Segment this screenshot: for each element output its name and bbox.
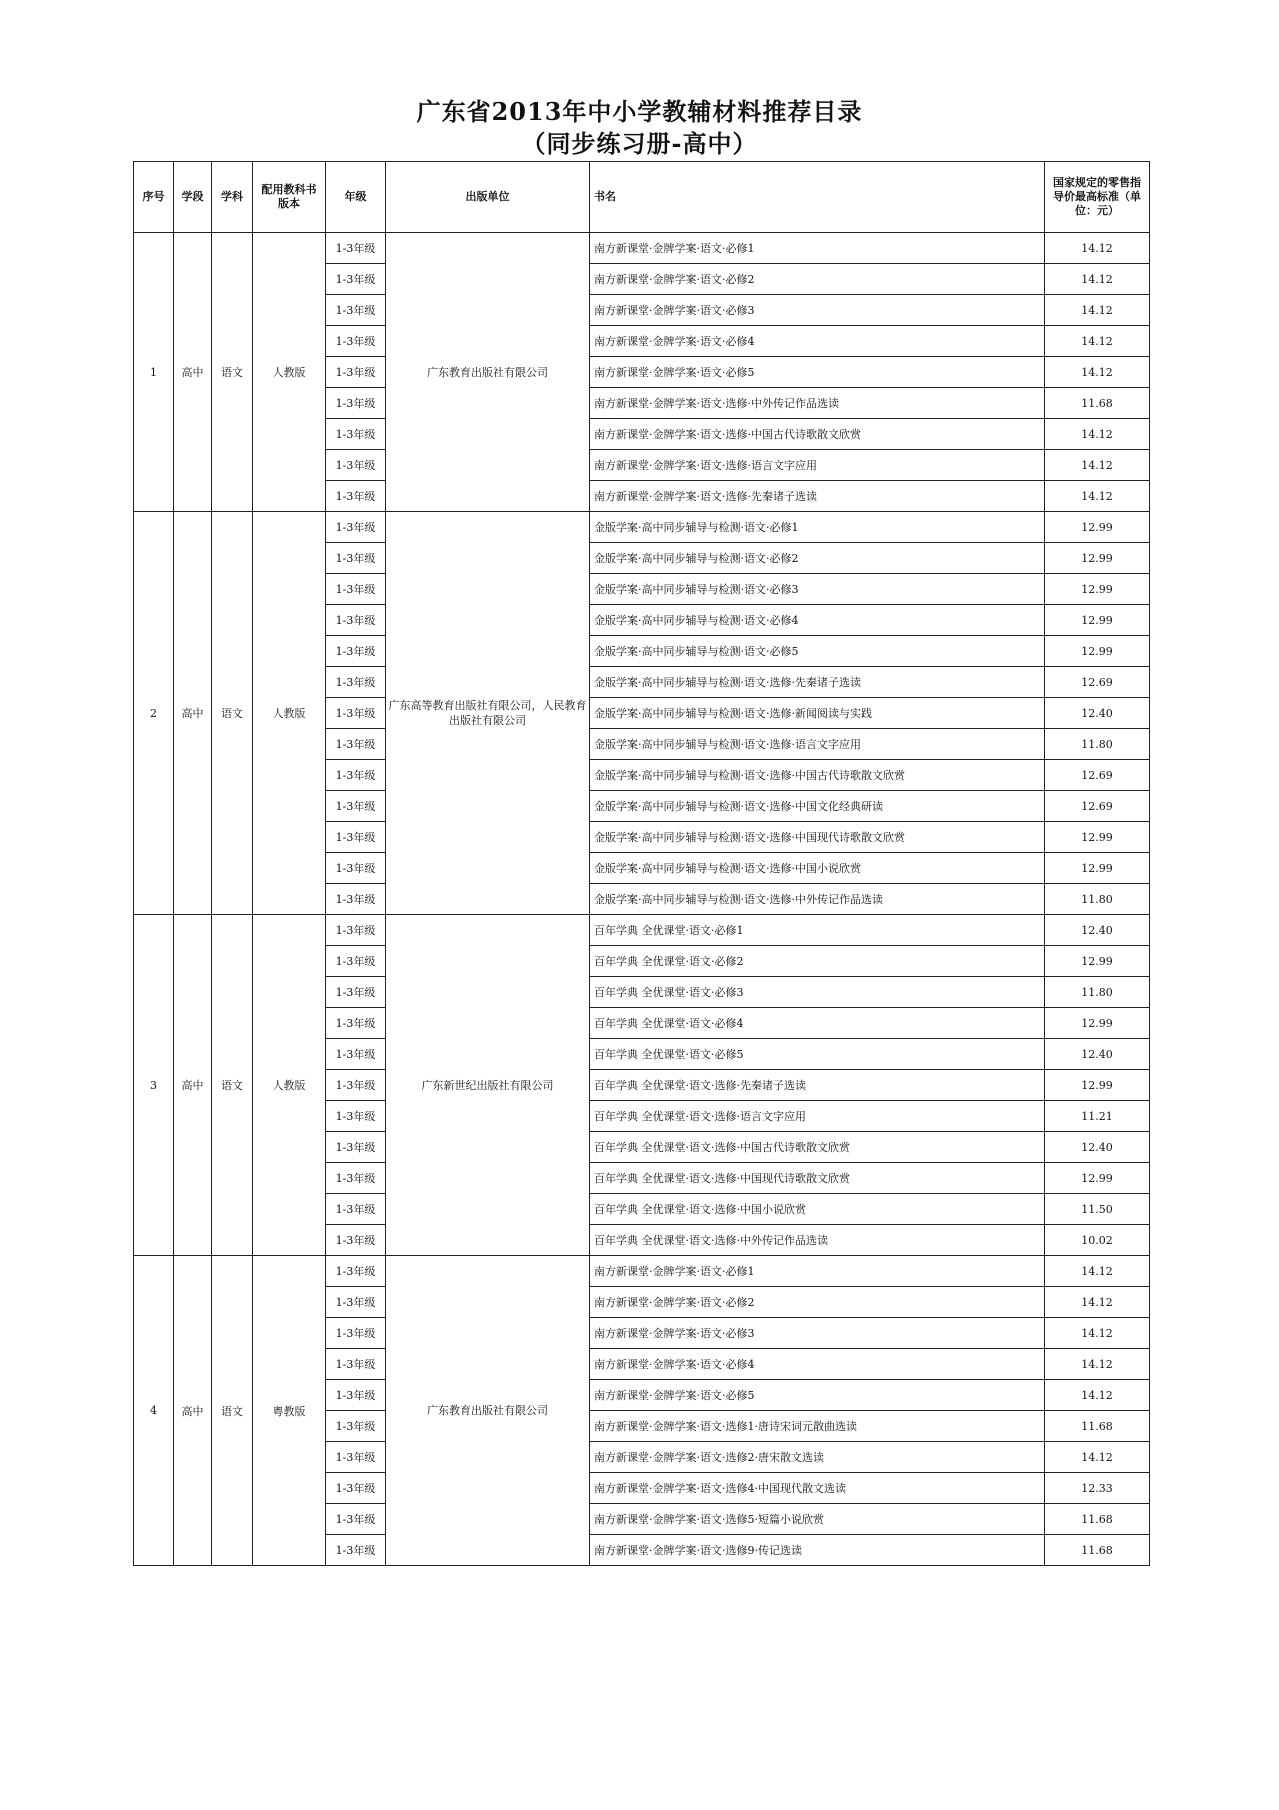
cell-price: 12.33 — [1045, 1473, 1150, 1504]
cell-price: 14.12 — [1045, 450, 1150, 481]
cell-grade: 1-3年级 — [326, 264, 386, 295]
cell-grade: 1-3年级 — [326, 1256, 386, 1287]
cell-book: 金版学案·高中同步辅导与检测·语文·必修4 — [590, 605, 1045, 636]
cell-grade: 1-3年级 — [326, 481, 386, 512]
cell-book: 百年学典 全优课堂·语文·选修·语言文字应用 — [590, 1101, 1045, 1132]
header-subject: 学科 — [212, 162, 253, 233]
cell-grade: 1-3年级 — [326, 357, 386, 388]
cell-price: 12.40 — [1045, 1039, 1150, 1070]
cell-book: 金版学案·高中同步辅导与检测·语文·必修2 — [590, 543, 1045, 574]
cell-publisher: 广东教育出版社有限公司 — [386, 233, 590, 512]
cell-price: 14.12 — [1045, 233, 1150, 264]
header-price: 国家规定的零售指导价最高标准（单位：元） — [1045, 162, 1150, 233]
cell-book: 南方新课堂·金牌学案·语文·选修9·传记选读 — [590, 1535, 1045, 1566]
cell-grade: 1-3年级 — [326, 1101, 386, 1132]
cell-price: 14.12 — [1045, 1256, 1150, 1287]
cell-book: 南方新课堂·金牌学案·语文·必修1 — [590, 233, 1045, 264]
cell-grade: 1-3年级 — [326, 388, 386, 419]
cell-price: 12.99 — [1045, 605, 1150, 636]
cell-price: 11.68 — [1045, 1411, 1150, 1442]
cell-grade: 1-3年级 — [326, 760, 386, 791]
cell-grade: 1-3年级 — [326, 1163, 386, 1194]
cell-book: 金版学案·高中同步辅导与检测·语文·选修·先秦诸子选读 — [590, 667, 1045, 698]
cell-price: 14.12 — [1045, 357, 1150, 388]
cell-grade: 1-3年级 — [326, 233, 386, 264]
cell-book: 百年学典 全优课堂·语文·必修2 — [590, 946, 1045, 977]
cell-price: 12.99 — [1045, 543, 1150, 574]
cell-book: 南方新课堂·金牌学案·语文·必修2 — [590, 1287, 1045, 1318]
cell-grade: 1-3年级 — [326, 1504, 386, 1535]
cell-grade: 1-3年级 — [326, 667, 386, 698]
cell-book: 百年学典 全优课堂·语文·选修·中国现代诗歌散文欣赏 — [590, 1163, 1045, 1194]
cell-price: 11.21 — [1045, 1101, 1150, 1132]
cell-price: 14.12 — [1045, 326, 1150, 357]
cell-book: 南方新课堂·金牌学案·语文·必修2 — [590, 264, 1045, 295]
cell-price: 12.99 — [1045, 946, 1150, 977]
cell-grade: 1-3年级 — [326, 853, 386, 884]
cell-grade: 1-3年级 — [326, 791, 386, 822]
cell-grade: 1-3年级 — [326, 1473, 386, 1504]
cell-price: 11.80 — [1045, 729, 1150, 760]
cell-grade: 1-3年级 — [326, 822, 386, 853]
cell-index: 2 — [134, 512, 174, 915]
header-publisher: 出版单位 — [386, 162, 590, 233]
cell-book: 南方新课堂·金牌学案·语文·选修4·中国现代散文选读 — [590, 1473, 1045, 1504]
cell-publisher: 广东新世纪出版社有限公司 — [386, 915, 590, 1256]
cell-price: 12.99 — [1045, 822, 1150, 853]
cell-book: 南方新课堂·金牌学案·语文·必修3 — [590, 1318, 1045, 1349]
cell-price: 14.12 — [1045, 295, 1150, 326]
cell-price: 11.80 — [1045, 977, 1150, 1008]
cell-price: 11.68 — [1045, 1535, 1150, 1566]
cell-price: 11.80 — [1045, 884, 1150, 915]
cell-price: 11.68 — [1045, 1504, 1150, 1535]
cell-book: 南方新课堂·金牌学案·语文·必修1 — [590, 1256, 1045, 1287]
cell-grade: 1-3年级 — [326, 1132, 386, 1163]
table-row — [134, 233, 1150, 264]
cell-grade: 1-3年级 — [326, 1411, 386, 1442]
cell-book: 百年学典 全优课堂·语文·选修·先秦诸子选读 — [590, 1070, 1045, 1101]
cell-book: 南方新课堂·金牌学案·语文·选修1·唐诗宋词元散曲选读 — [590, 1411, 1045, 1442]
cell-price: 12.40 — [1045, 698, 1150, 729]
cell-grade: 1-3年级 — [326, 574, 386, 605]
catalog-table — [133, 161, 1150, 1566]
cell-grade: 1-3年级 — [326, 1287, 386, 1318]
cell-subject: 语文 — [212, 1256, 253, 1566]
cell-book: 金版学案·高中同步辅导与检测·语文·选修·中国现代诗歌散文欣赏 — [590, 822, 1045, 853]
header-edition: 配用教科书版本 — [253, 162, 326, 233]
cell-price: 12.69 — [1045, 791, 1150, 822]
cell-book: 金版学案·高中同步辅导与检测·语文·必修5 — [590, 636, 1045, 667]
cell-book: 金版学案·高中同步辅导与检测·语文·选修·新闻阅读与实践 — [590, 698, 1045, 729]
cell-price: 14.12 — [1045, 419, 1150, 450]
cell-grade: 1-3年级 — [326, 1535, 386, 1566]
cell-grade: 1-3年级 — [326, 326, 386, 357]
cell-grade: 1-3年级 — [326, 729, 386, 760]
cell-price: 14.12 — [1045, 264, 1150, 295]
header-index: 序号 — [134, 162, 174, 233]
cell-subject: 语文 — [212, 512, 253, 915]
cell-grade: 1-3年级 — [326, 1225, 386, 1256]
cell-price: 14.12 — [1045, 1287, 1150, 1318]
cell-book: 百年学典 全优课堂·语文·必修4 — [590, 1008, 1045, 1039]
cell-book: 南方新课堂·金牌学案·语文·必修4 — [590, 326, 1045, 357]
cell-publisher: 广东高等教育出版社有限公司，人民教育出版社有限公司 — [386, 512, 590, 915]
cell-grade: 1-3年级 — [326, 1442, 386, 1473]
cell-price: 12.99 — [1045, 1070, 1150, 1101]
cell-book: 金版学案·高中同步辅导与检测·语文·选修·中国小说欣赏 — [590, 853, 1045, 884]
cell-book: 南方新课堂·金牌学案·语文·选修·中外传记作品选读 — [590, 388, 1045, 419]
cell-subject: 语文 — [212, 915, 253, 1256]
cell-book: 金版学案·高中同步辅导与检测·语文·选修·中外传记作品选读 — [590, 884, 1045, 915]
cell-book: 百年学典 全优课堂·语文·选修·中国小说欣赏 — [590, 1194, 1045, 1225]
cell-book: 百年学典 全优课堂·语文·选修·中国古代诗歌散文欣赏 — [590, 1132, 1045, 1163]
cell-price: 12.99 — [1045, 853, 1150, 884]
cell-price: 14.12 — [1045, 481, 1150, 512]
cell-book: 金版学案·高中同步辅导与检测·语文·选修·中国文化经典研读 — [590, 791, 1045, 822]
cell-book: 南方新课堂·金牌学案·语文·必修5 — [590, 357, 1045, 388]
cell-price: 14.12 — [1045, 1318, 1150, 1349]
cell-grade: 1-3年级 — [326, 512, 386, 543]
cell-subject: 语文 — [212, 233, 253, 512]
cell-price: 12.99 — [1045, 636, 1150, 667]
cell-edition: 粤教版 — [253, 1256, 326, 1566]
cell-grade: 1-3年级 — [326, 1039, 386, 1070]
cell-book: 金版学案·高中同步辅导与检测·语文·选修·中国古代诗歌散文欣赏 — [590, 760, 1045, 791]
cell-book: 南方新课堂·金牌学案·语文·选修·中国古代诗歌散文欣赏 — [590, 419, 1045, 450]
cell-price: 14.12 — [1045, 1380, 1150, 1411]
cell-book: 南方新课堂·金牌学案·语文·必修4 — [590, 1349, 1045, 1380]
cell-price: 12.99 — [1045, 512, 1150, 543]
cell-grade: 1-3年级 — [326, 1070, 386, 1101]
cell-stage: 高中 — [174, 915, 212, 1256]
cell-grade: 1-3年级 — [326, 1194, 386, 1225]
table-row — [134, 1256, 1150, 1287]
page-subtitle: （同步练习册-高中） — [521, 129, 758, 158]
cell-price: 12.99 — [1045, 574, 1150, 605]
cell-book: 南方新课堂·金牌学案·语文·选修2·唐宋散文选读 — [590, 1442, 1045, 1473]
page-title: 广东省2013年中小学教辅材料推荐目录 — [416, 97, 863, 126]
cell-grade: 1-3年级 — [326, 915, 386, 946]
cell-price: 12.40 — [1045, 915, 1150, 946]
cell-grade: 1-3年级 — [326, 977, 386, 1008]
cell-grade: 1-3年级 — [326, 1008, 386, 1039]
cell-price: 14.12 — [1045, 1349, 1150, 1380]
cell-book: 南方新课堂·金牌学案·语文·必修3 — [590, 295, 1045, 326]
cell-book: 百年学典 全优课堂·语文·必修1 — [590, 915, 1045, 946]
cell-book: 百年学典 全优课堂·语文·必修5 — [590, 1039, 1045, 1070]
cell-book: 南方新课堂·金牌学案·语文·选修·先秦诸子选读 — [590, 481, 1045, 512]
cell-edition: 人教版 — [253, 915, 326, 1256]
cell-grade: 1-3年级 — [326, 1349, 386, 1380]
cell-grade: 1-3年级 — [326, 946, 386, 977]
cell-price: 14.12 — [1045, 1442, 1150, 1473]
header-stage: 学段 — [174, 162, 212, 233]
cell-book: 金版学案·高中同步辅导与检测·语文·必修3 — [590, 574, 1045, 605]
cell-publisher: 广东教育出版社有限公司 — [386, 1256, 590, 1566]
cell-grade: 1-3年级 — [326, 1380, 386, 1411]
cell-book: 百年学典 全优课堂·语文·选修·中外传记作品选读 — [590, 1225, 1045, 1256]
cell-grade: 1-3年级 — [326, 698, 386, 729]
cell-price: 12.69 — [1045, 760, 1150, 791]
cell-price: 12.40 — [1045, 1132, 1150, 1163]
cell-book: 南方新课堂·金牌学案·语文·选修5·短篇小说欣赏 — [590, 1504, 1045, 1535]
cell-book: 金版学案·高中同步辅导与检测·语文·必修1 — [590, 512, 1045, 543]
cell-index: 3 — [134, 915, 174, 1256]
cell-index: 1 — [134, 233, 174, 512]
cell-price: 12.99 — [1045, 1163, 1150, 1194]
header-book: 书名 — [590, 162, 1045, 233]
cell-book: 南方新课堂·金牌学案·语文·必修5 — [590, 1380, 1045, 1411]
cell-index: 4 — [134, 1256, 174, 1566]
cell-grade: 1-3年级 — [326, 1318, 386, 1349]
cell-stage: 高中 — [174, 512, 212, 915]
cell-stage: 高中 — [174, 233, 212, 512]
cell-book: 百年学典 全优课堂·语文·必修3 — [590, 977, 1045, 1008]
cell-grade: 1-3年级 — [326, 605, 386, 636]
cell-book: 南方新课堂·金牌学案·语文·选修·语言文字应用 — [590, 450, 1045, 481]
cell-stage: 高中 — [174, 1256, 212, 1566]
cell-price: 12.69 — [1045, 667, 1150, 698]
cell-book: 金版学案·高中同步辅导与检测·语文·选修·语言文字应用 — [590, 729, 1045, 760]
cell-price: 11.68 — [1045, 388, 1150, 419]
cell-grade: 1-3年级 — [326, 419, 386, 450]
cell-price: 10.02 — [1045, 1225, 1150, 1256]
cell-edition: 人教版 — [253, 512, 326, 915]
cell-grade: 1-3年级 — [326, 450, 386, 481]
table-row — [134, 512, 1150, 543]
cell-grade: 1-3年级 — [326, 884, 386, 915]
cell-grade: 1-3年级 — [326, 543, 386, 574]
cell-grade: 1-3年级 — [326, 295, 386, 326]
table-body — [134, 233, 1150, 1566]
cell-grade: 1-3年级 — [326, 636, 386, 667]
table-header-row — [134, 162, 1150, 233]
header-grade: 年级 — [326, 162, 386, 233]
cell-edition: 人教版 — [253, 233, 326, 512]
cell-price: 11.50 — [1045, 1194, 1150, 1225]
table-row — [134, 915, 1150, 946]
cell-price: 12.99 — [1045, 1008, 1150, 1039]
